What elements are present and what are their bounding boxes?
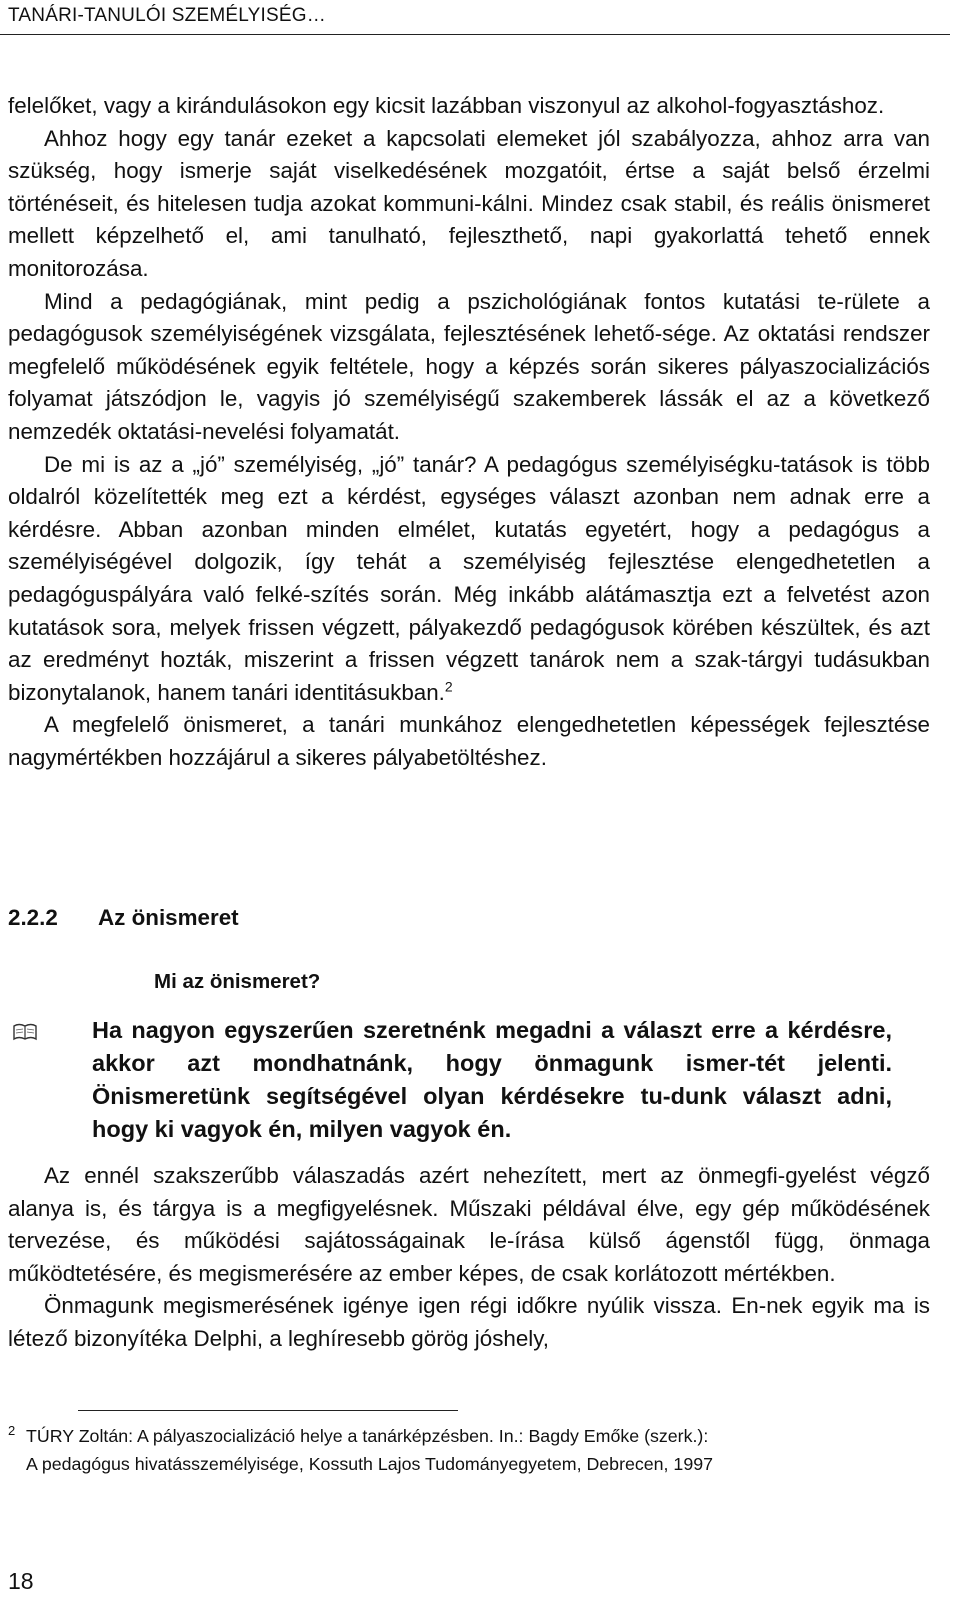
footnote-line-1: TÚRY Zoltán: A pályaszocializáció helye a tanárképzésben. In.: Bagdy Emőke (szerk.): bbox=[26, 1426, 709, 1446]
paragraph: felelőket, vagy a kirándulásokon egy kicsit lazábban viszonyul az alkohol-fogyasztáshoz. bbox=[8, 93, 885, 118]
book-icon bbox=[12, 1020, 38, 1042]
sub-question-heading: Mi az önismeret? bbox=[154, 970, 321, 993]
running-header bbox=[8, 5, 936, 27]
paragraph: Mind a pedagógiának, mint pedig a pszichológiának fontos kutatási te-rülete a pedagógusok személyiségének vizsgálata, fejlesztésének lehető-sége. Az oktatási rendszer megfelelő működésének egyik feltétele, hogy a képzés során sikeres pályaszocializációs folyamat játszódjon le, vagyis jó személyiségű szakemberek lássák el az a következő nemzedék oktatási-nevelési folyamatát. bbox=[8, 288, 930, 444]
body-text-top bbox=[8, 90, 930, 774]
body-text-bottom bbox=[8, 1160, 930, 1356]
paragraph: Az ennél szakszerűbb válaszadás azért nehezített, mert az önmegfi-gyelést végző alanya is, és tárgya is a megfigyelésnek. Műszaki példával élve, egy gép működésének tervezése, és működési sajátosságainak le-írása külső ágenstől függ, önmaga működtetésére, és megismerésére az ember képes, de csak korlátozott mértékben. bbox=[8, 1163, 930, 1286]
footnote-reference[interactable]: 2 bbox=[444, 678, 453, 695]
page-number: 18 bbox=[8, 1568, 34, 1594]
paragraph-with-footnote bbox=[8, 449, 930, 710]
section-heading bbox=[8, 905, 608, 931]
running-title: TANÁRI-TANULÓI SZEMÉLYISÉG… bbox=[8, 5, 326, 26]
section-number: 2.2.2 bbox=[8, 905, 58, 930]
paragraph: A megfelelő önismeret, a tanári munkához elengedhetetlen képességek fejlesztése nagymértékben hozzájárul a sikeres pályabetöltéshez. bbox=[8, 712, 930, 770]
paragraph: Ahhoz hogy egy tanár ezeket a kapcsolati elemeket jól szabályozza, ahhoz arra van szükség, hogy ismerje saját viselkedésének mozgatóit, értse a saját belső érzelmi történéseit, és hitelesen tudja azokat kommuni-kálni. Mindez csak stabil, és reális önismeret mellett képzelhető el, ami tanulható, fejleszthető, napi gyakorlattá tehető ennek monitorozása. bbox=[8, 125, 930, 281]
footnote-rule bbox=[78, 1410, 458, 1411]
footnote: 2 TÚRY Zoltán: A pályaszocializáció helye a tanárképzésben. In.: Bagdy Emőke (szerk.): A pedagógus hivatásszemélyisége, Kossuth Lajos Tudományegyetem, Debrecen, 1997 bbox=[8, 1422, 930, 1478]
footnote-line-2: A pedagógus hivatásszemélyisége, Kossuth Lajos Tudományegyetem, Debrecen, 1997 bbox=[26, 1454, 713, 1474]
paragraph: Önmagunk megismerésének igénye igen régi időkre nyúlik vissza. En-nek egyik ma is létező bizonyítéka Delphi, a leghíresebb görög jóshely, bbox=[8, 1293, 930, 1351]
header-rule bbox=[0, 34, 950, 35]
highlight-definition: Ha nagyon egyszerűen szeretnénk megadni a választ erre a kérdésre, akkor azt mondhatnánk, hogy önmagunk ismer-tét jelenti. Önismeretünk segítségével olyan kérdésekre tu-dunk választ adni, hogy ki vagyok én, milyen vagyok én. bbox=[92, 1017, 892, 1142]
section-title: Az önismeret bbox=[98, 905, 239, 930]
paragraph-text: De mi is az a „jó” személyiség, „jó” tanár? A pedagógus személyiségku-tatások is több oldalról közelítették meg ezt a kérdést, egységes választ azonban nem adnak erre a kérdésre. Abban azonban minden elmélet, kutatás egyetért, hogy a pedagógus a személyiségével dolgozik, így tehát a személyiség fejlesztése elengedhetetlen a pedagóguspályára való felké-szítés során. Még inkább alátámasztja ezt a felvetést azon kutatások sora, melyek frissen végzett, pályakezdő pedagógusok körében készültek, és azt az eredményt hozták, miszerint a frissen végzett tanárok nem a szak-tárgyi tudásukban bizonytalanok, hanem tanári identitásukban. bbox=[8, 451, 930, 705]
